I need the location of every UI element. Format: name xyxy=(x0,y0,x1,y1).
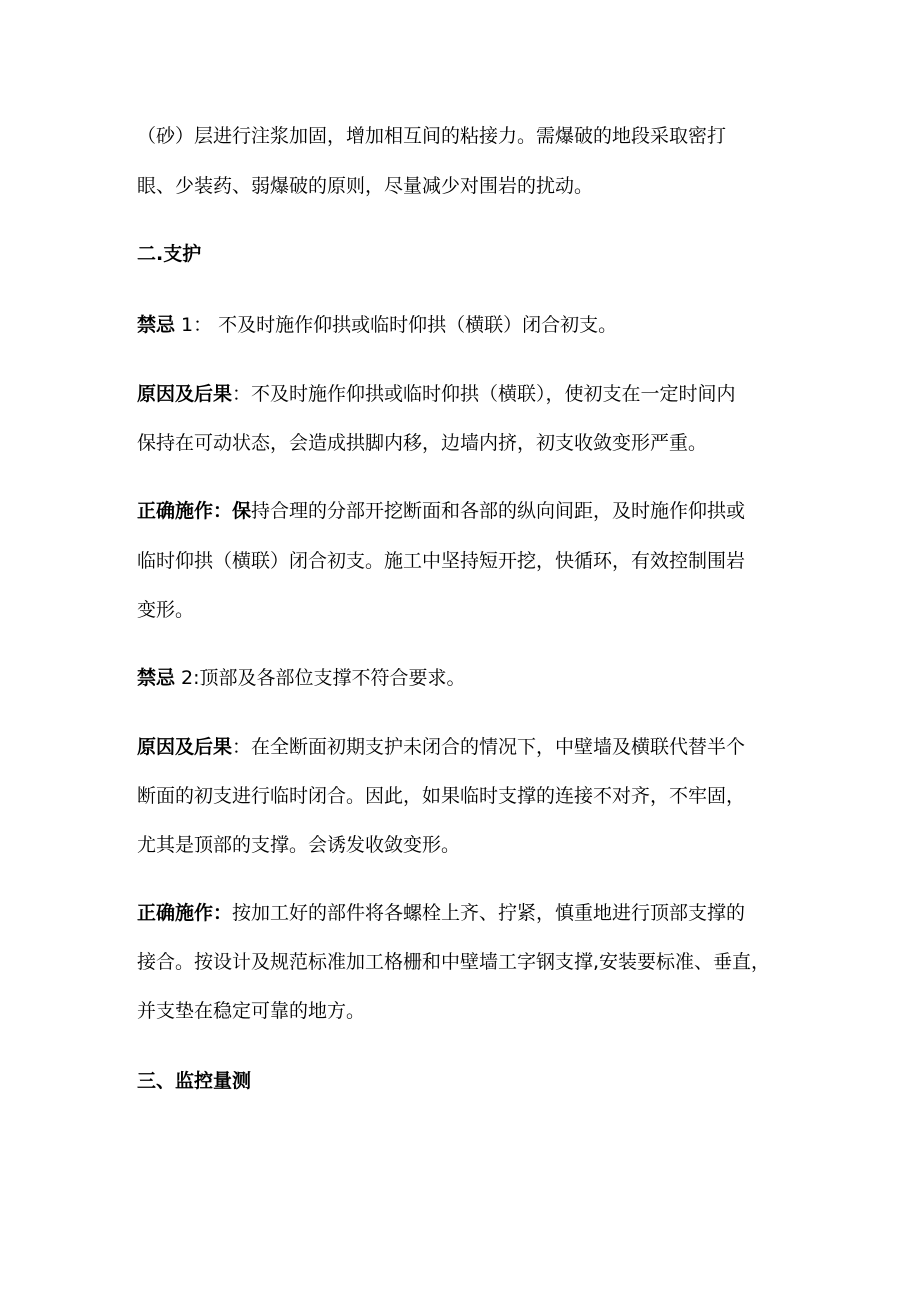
correct-1-text-1: 持合理的分部开挖断面和各部的纵向间距，及时施作仰拱或 xyxy=(251,500,746,522)
intro-line-1: （砂）层进行注浆加固，增加相互间的粘接力。需爆破的地段采取密打 xyxy=(137,125,727,147)
cause-2-line-3: 尤其是顶部的支撑。会诱发收敛变形。 xyxy=(137,834,461,856)
correct-1-line-3: 变形。 xyxy=(137,599,195,621)
taboo-2-text: 2:顶部及各部位支撑不符合要求。 xyxy=(175,667,466,689)
cause-2-label: 原因及后果 xyxy=(137,736,233,758)
taboo-2 xyxy=(137,664,466,692)
correct-2-label: 正确施作： xyxy=(137,902,233,924)
correct-2-line-2: 接合。按设计及规范标准加工格栅和中壁墙工字钢支撑,安装要标准、垂直， xyxy=(137,951,771,973)
cause-1-line-1 xyxy=(137,380,736,408)
cause-1-text-1: ：不及时施作仰拱或临时仰拱（横联），使初支在一定时间内 xyxy=(232,383,736,405)
section-heading-support: 二.支护 xyxy=(137,243,202,265)
correct-2-line-3: 并支垫在稳定可靠的地方。 xyxy=(137,1000,366,1022)
section-heading-monitoring: 三、监控量测 xyxy=(137,1070,252,1092)
cause-1-label: 原因及后果 xyxy=(137,383,233,405)
taboo-1 xyxy=(137,311,617,339)
intro-line-2: 眼、少装药、弱爆破的原则，尽量减少对围岩的扰动。 xyxy=(137,175,594,197)
correct-1-line-2: 临时仰拱（横联）闭合初支。施工中坚持短开挖，快循环，有效控制围岩 xyxy=(137,550,746,572)
cause-2-line-2: 断面的初支进行临时闭合。因此，如果临时支撑的连接不对齐，不牢固， xyxy=(137,785,746,807)
cause-2-text-1: ：在全断面初期支护未闭合的情况下，中壁墙及横联代替半个 xyxy=(232,736,746,758)
correct-2-line-1 xyxy=(137,899,745,927)
correct-1-label: 正确施作：保 xyxy=(137,500,252,522)
cause-1-line-2: 保持在可动状态，会造成拱脚内移，边墙内挤，初支收敛变形严重。 xyxy=(137,432,708,454)
correct-1-line-1 xyxy=(137,497,745,525)
taboo-1-label: 禁忌 xyxy=(137,314,176,336)
taboo-2-label: 禁忌 xyxy=(137,667,176,689)
cause-2-line-1 xyxy=(137,733,745,761)
correct-2-text-1: 按加工好的部件将各螺栓上齐、拧紧，慎重地进行顶部支撑的 xyxy=(232,902,746,924)
taboo-1-text: 1： 不及时施作仰拱或临时仰拱（横联）闭合初支。 xyxy=(175,314,618,336)
